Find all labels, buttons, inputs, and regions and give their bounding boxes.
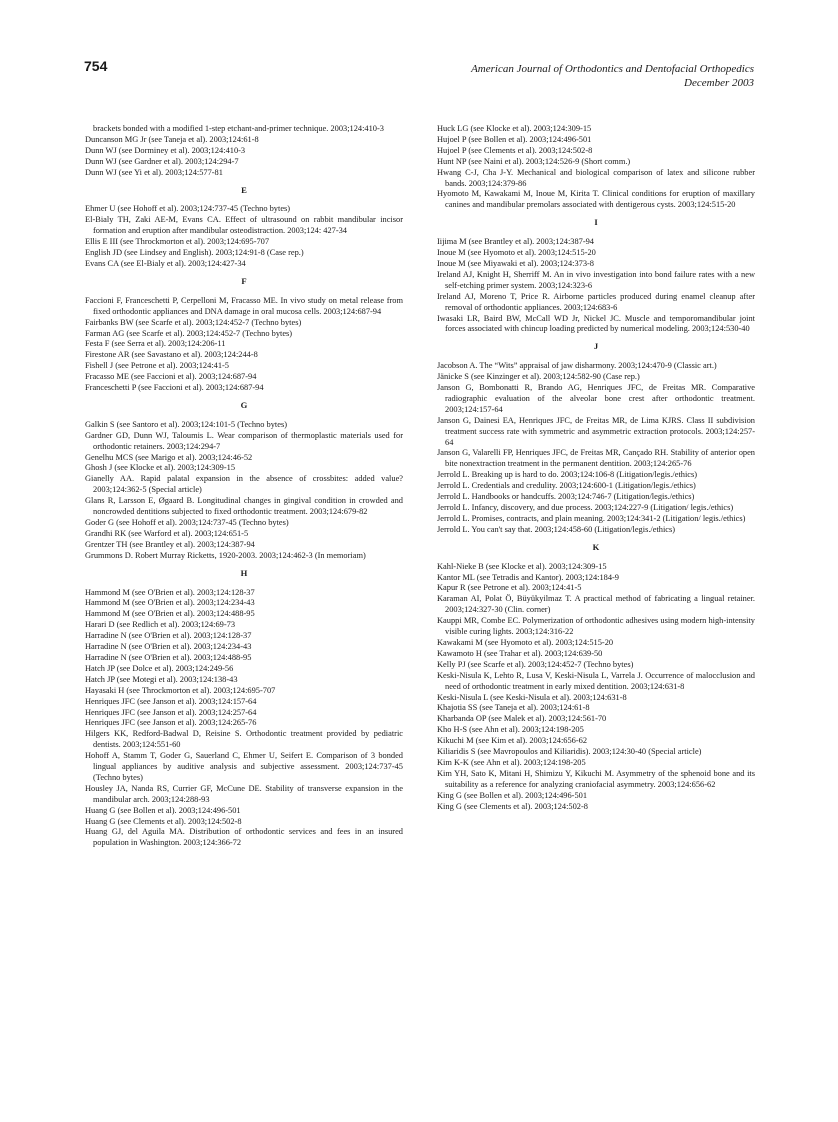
index-entry: Keski-Nisula L (see Keski-Nisula et al). 2003;124:631-8 xyxy=(437,692,627,702)
index-entry: Janson G, Dainesi EA, Henriques JFC, de Freitas MR, de Lima KJRS. Class II subdivision treatment success rate with symmetric and asymmetric extraction protocols. 2003;124:257-64 xyxy=(437,415,755,447)
index-entry: Hammond M (see O'Brien et al). 2003;124:234-43 xyxy=(85,598,255,608)
index-entry: Jerrold L. Handbooks or handcuffs. 2003;124:746-7 (Litigation/legis./ethics) xyxy=(437,492,695,502)
index-entry: Huang G (see Bollen et al). 2003;124:496-501 xyxy=(85,805,241,815)
index-entry: Hatch JP (see Dolce et al). 2003;124:249-56 xyxy=(85,663,234,673)
index-entry: Jänicke S (see Kinzinger et al). 2003;124:582-90 (Case rep.) xyxy=(437,372,640,382)
section-letter-heading: K xyxy=(592,541,600,552)
index-entry: Firestone AR (see Savastano et al). 2003;124:244-8 xyxy=(85,350,258,360)
index-entry: Janson G, Bombonatti R, Brando AG, Henriques JFC, de Freitas MR. Comparative radiographic evaluation of the alveolar bone crest after orthodontic treatment. 2003;124:157-64 xyxy=(437,383,755,414)
index-entry: Hujoel P (see Clements et al). 2003;124:502-8 xyxy=(437,145,593,155)
index-entry: King G (see Clements et al). 2003;124:502-8 xyxy=(437,801,588,811)
index-entry: Grummons D. Robert Murray Ricketts, 1920-2003. 2003;124:462-3 (In memoriam) xyxy=(85,550,366,560)
index-entry: Goder G (see Hohoff et al). 2003;124:737-45 (Techno bytes) xyxy=(85,518,289,527)
index-entry: Festa F (see Serra et al). 2003;124:206-11 xyxy=(85,339,226,349)
index-entry: Jerrold L. Infancy, discovery, and due process. 2003;124:227-9 (Litigation/ legis./ethics) xyxy=(437,503,734,512)
index-entry: brackets bonded with a modified 1-step etchant-and-primer technique. 2003;124:410-3 xyxy=(93,124,384,133)
index-entry: Hujoel P (see Bollen et al). 2003;124:496-501 xyxy=(437,134,592,144)
index-entry: Kharbanda OP (see Malek et al). 2003;124:561-70 xyxy=(437,714,607,724)
index-entry: Kelly PJ (see Scarfe et al). 2003;124:452-7 (Techno bytes) xyxy=(437,659,634,669)
index-entry: English JD (see Lindsey and English). 2003;124:91-8 (Case rep.) xyxy=(85,248,304,258)
section-letter-heading: I xyxy=(594,217,598,228)
index-entry: Kawakami M (see Hyomoto et al). 2003;124:515-20 xyxy=(437,637,614,647)
index-entry: Kiliaridis S (see Mavropoulos and Kiliaridis). 2003;124:30-40 (Special article) xyxy=(437,747,702,757)
index-entry: Jerrold L. Credentials and credulity. 2003;124:600-1 (Litigation/legis./ethics) xyxy=(437,481,696,491)
index-entry: Kahl-Nieke B (see Klocke et al). 2003;124:309-15 xyxy=(437,561,607,571)
index-entry: Kim K-K (see Ahn et al). 2003;124:198-205 xyxy=(437,757,586,767)
index-entry: Henriques JFC (see Janson et al). 2003;124:257-64 xyxy=(85,707,257,717)
index-entry: Fishell J (see Petrone et al). 2003;124:41-5 xyxy=(85,361,229,371)
issue-date: December 2003 xyxy=(684,77,754,89)
index-entry: Galkin S (see Santoro et al). 2003;124:101-5 (Techno bytes) xyxy=(85,419,287,429)
index-entry: Kapur R (see Petrone et al). 2003;124:41-5 xyxy=(437,583,582,593)
index-entry: Henriques JFC (see Janson et al). 2003;124:157-64 xyxy=(85,696,257,706)
index-entry: Huck LG (see Klocke et al). 2003;124:309-15 xyxy=(437,124,592,133)
index-entry: Jerrold L. You can't say that. 2003;124:458-60 (Litigation/legis./ethics) xyxy=(437,524,676,534)
index-entry: Gardner GD, Dunn WJ, Taloumis L. Wear comparison of thermoplastic materials used for orthodontic retainers. 2003;124:294-7 xyxy=(85,430,403,451)
journal-title: American Journal of Orthodontics and Dentofacial Orthopedics xyxy=(471,63,754,75)
index-entry: Iwasaki LR, Baird BW, McCall WD Jr, Nickel JC. Muscle and temporomandibular joint forces associated with chincup loading predicted by numerical modeling. 2003;124:530-40 xyxy=(437,313,755,334)
section-letter-heading: G xyxy=(240,399,248,410)
index-entry: Henriques JFC (see Janson et al). 2003;124:265-76 xyxy=(85,718,257,728)
index-column-left xyxy=(85,124,403,849)
index-entry: Genelhu MCS (see Marigo et al). 2003;124:46-52 xyxy=(85,452,253,462)
index-entry: Huang G (see Clements et al). 2003;124:502-8 xyxy=(85,816,242,826)
index-entry: El-Bialy TH, Zaki AE-M, Evans CA. Effect of ultrasound on rabbit mandibular incisor formation and eruption after mandibular osteodistraction. 2003;124: 427-34 xyxy=(85,215,403,236)
index-entry: Kawamoto H (see Trahar et al). 2003;124:639-50 xyxy=(437,648,603,658)
index-entry: Ireland AJ, Knight H, Sherriff M. An in vivo investigation into bond failure rates with a new self-etching primer system. 2003;124:323-6 xyxy=(437,269,755,290)
index-entry: King G (see Bollen et al). 2003;124:496-501 xyxy=(437,790,588,800)
section-letter-heading: H xyxy=(240,567,248,578)
section-letter-heading: E xyxy=(241,184,247,195)
index-entry: Hilgers KK, Redford-Badwal D, Reisine S. Orthodontic treatment provided by pediatric dentists. 2003;124:551-60 xyxy=(85,729,403,750)
index-entry: Faccioni F, Franceschetti P, Cerpelloni M, Fracasso ME. In vivo study on metal release from fixed orthodontic appliances and DNA damage in oral mucosa cells. 2003;124:687-94 xyxy=(85,295,403,316)
index-entry: Inoue M (see Hyomoto et al). 2003;124:515-20 xyxy=(437,248,596,258)
index-entry: Dunn WJ (see Dorminey et al). 2003;124:410-3 xyxy=(85,145,246,155)
index-entry: Kantor ML (see Tetradis and Kantor). 2003;124:184-9 xyxy=(437,572,619,582)
index-entry: Hayasaki H (see Throckmorton et al). 2003;124:695-707 xyxy=(85,685,276,695)
page-number: 754 xyxy=(84,58,108,74)
index-entry: Khajotia SS (see Taneja et al). 2003;124:61-8 xyxy=(437,703,590,713)
index-entry: Harradine N (see O'Brien et al). 2003;124:128-37 xyxy=(85,631,252,641)
index-entry: Hohoff A, Stamm T, Goder G, Sauerland C, Ehmer U, Seifert E. Comparison of 3 bonded lingual appliances by auditive analysis and subjective assessment. 2003;124:737-45 (Techno bytes) xyxy=(85,751,403,782)
index-entry: Hammond M (see O'Brien et al). 2003;124:488-95 xyxy=(85,609,255,619)
index-entry: Huang GJ, del Aguila MA. Distribution of orthodontic services and fees in an insured population in Washington. 2003;124:366-72 xyxy=(85,827,403,848)
index-entry: Keski-Nisula K, Lehto R, Lusa V, Keski-Nisula L, Varrela J. Occurrence of malocclusion and need of orthodontic treatment in early mixed dentition. 2003;124:631-8 xyxy=(437,670,755,691)
index-entry: Fracasso ME (see Faccioni et al). 2003;124:687-94 xyxy=(85,372,257,382)
index-entry: Hyomoto M, Kawakami M, Inoue M, Kirita T. Clinical conditions for eruption of maxillary canines and mandibular premolars associated with dentigerous cysts. 2003;124:515-20 xyxy=(437,189,755,210)
index-entry: Harari D (see Redlich et al). 2003;124:69-73 xyxy=(85,620,236,630)
index-entry: Grentzer TH (see Brantley et al). 2003;124:387-94 xyxy=(85,539,255,549)
index-entry: Farman AG (see Scarfe et al). 2003;124:452-7 (Techno bytes) xyxy=(85,328,293,338)
running-header xyxy=(471,62,754,90)
index-entry: Jerrold L. Promises, contracts, and plain meaning. 2003;124:341-2 (Litigation/ legis./ethics) xyxy=(437,513,746,523)
index-entry: Hwang C-J, Cha J-Y. Mechanical and biological comparison of latex and silicone rubber bands. 2003;124:379-86 xyxy=(437,167,755,188)
index-entry: Karaman AI, Polat Ö, Büyükyilmaz T. A practical method of fabricating a lingual retainer. 2003;124:327-30 (Clin. corner) xyxy=(437,594,755,615)
index-entry: Ireland AJ, Moreno T, Price R. Airborne particles produced during enamel cleanup after removal of orthodontic appliances. 2003;124:683-6 xyxy=(437,291,755,312)
index-entry: Duncanson MG Jr (see Taneja et al). 2003;124:61-8 xyxy=(85,134,259,144)
index-entry: Ghosh J (see Klocke et al). 2003;124:309-15 xyxy=(85,463,236,473)
index-entry: Harradine N (see O'Brien et al). 2003;124:488-95 xyxy=(85,652,252,662)
index-entry: Dunn WJ (see Gardner et al). 2003;124:294-7 xyxy=(85,156,239,166)
index-entry: Grandhi RK (see Warford et al). 2003;124:651-5 xyxy=(85,528,249,538)
index-entry: Kauppi MR, Combe EC. Polymerization of orthodontic adhesives using modern high-intensity visible curing lights. 2003;124:316-22 xyxy=(437,616,755,637)
index-entry: Inoue M (see Miyawaki et al). 2003;124:373-8 xyxy=(437,258,594,268)
section-letter-heading: F xyxy=(241,275,247,286)
index-entry: Fairbanks BW (see Scarfe et al). 2003;124:452-7 (Techno bytes) xyxy=(85,317,302,327)
index-entry: Housley JA, Nanda RS, Currier GF, McCune DE. Stability of transverse expansion in the mandibular arch. 2003;124:288-93 xyxy=(85,783,403,804)
index-entry: Evans CA (see El-Bialy et al). 2003;124:427-34 xyxy=(85,258,246,268)
index-entry: Hatch JP (see Motegi et al). 2003;124:138-43 xyxy=(85,674,238,684)
index-entry: Franceschetti P (see Faccioni et al). 2003;124:687-94 xyxy=(85,383,264,393)
index-entry: Hunt NP (see Naini et al). 2003;124:526-9 (Short comm.) xyxy=(437,156,631,166)
index-entry: Harradine N (see O'Brien et al). 2003;124:234-43 xyxy=(85,642,252,652)
index-entry: Ehmer U (see Hohoff et al). 2003;124:737-45 (Techno bytes) xyxy=(85,204,291,214)
index-column-right xyxy=(437,124,755,812)
index-entry: Kho H-S (see Ahn et al). 2003;124:198-205 xyxy=(437,725,584,735)
index-entry: Dunn WJ (see Yi et al). 2003;124:577-81 xyxy=(85,167,223,177)
index-entry: Hammond M (see O'Brien et al). 2003;124:128-37 xyxy=(85,587,255,597)
index-entry: Jerrold L. Breaking up is hard to do. 2003;124:106-8 (Litigation/legis./ethics) xyxy=(437,470,698,480)
index-entry: Ellis E III (see Throckmorton et al). 2003;124:695-707 xyxy=(85,237,270,247)
index-entry: Gianelly AA. Rapid palatal expansion in the absence of crossbites: added value? 2003;124:362-5 (Special article) xyxy=(85,474,403,495)
section-letter-heading: J xyxy=(593,341,599,352)
index-entry: Iijima M (see Brantley et al). 2003;124:387-94 xyxy=(437,237,594,247)
index-entry: Kim YH, Sato K, Mitani H, Shimizu Y, Kikuchi M. Asymmetry of the sphenoid bone and its suitability as a reference for analyzing craniofacial asymmetry. 2003;124:656-62 xyxy=(437,768,755,789)
index-entry: Kikuchi M (see Kim et al). 2003;124:656-62 xyxy=(437,736,588,746)
index-entry: Glans R, Larsson E, Øgaard B. Longitudinal changes in gingival condition in crowded and noncrowded dentitions subjected to fixed orthodontic treatment. 2003;124:679-82 xyxy=(85,496,403,517)
index-entry: Jacobson A. The “Wits” appraisal of jaw disharmony. 2003;124:470-9 (Classic art.) xyxy=(437,361,717,371)
index-entry: Janson G, Valarelli FP, Henriques JFC, de Freitas MR, Cançado RH. Stability of anterior open bite nonextraction treatment in the permanent dentition. 2003;124:265-76 xyxy=(437,448,755,469)
